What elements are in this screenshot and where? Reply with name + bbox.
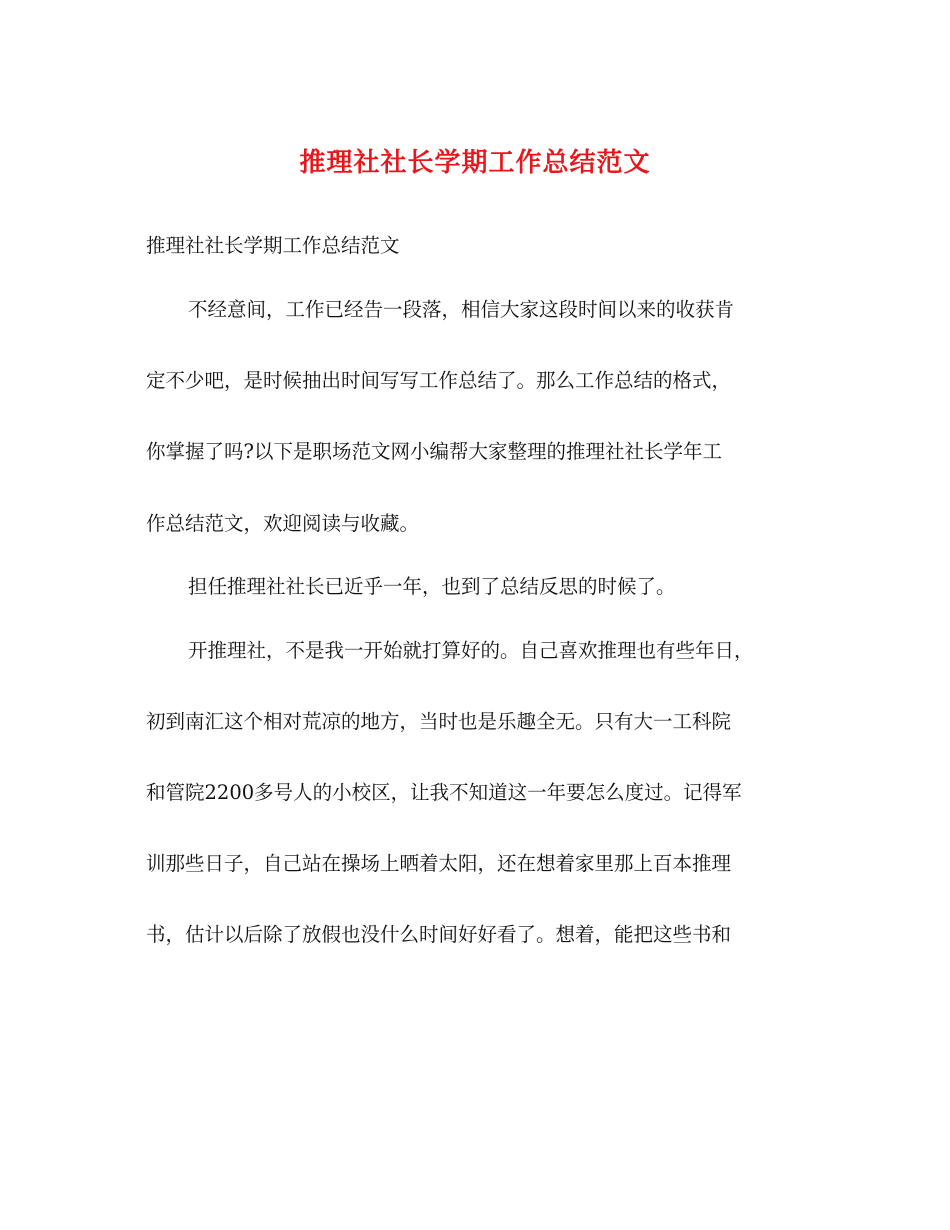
paragraph-line: 初到南汇这个相对荒凉的地方，当时也是乐趣全无。只有大一工科院 — [146, 710, 732, 733]
paragraph-line: 书，估计以后除了放假也没什么时间好好看了。想着，能把这些书和 — [146, 923, 732, 946]
document-title: 推理社社长学期工作总结范文 — [299, 148, 651, 178]
paragraph-line: 担任推理社社长已近乎一年，也到了总结反思的时候了。 — [188, 575, 676, 598]
paragraph-line: 训那些日子，自己站在操场上晒着太阳，还在想着家里那上百本推理 — [146, 852, 732, 875]
paragraph-line: 和管院2200多号人的小校区，让我不知道这一年要怎么度过。记得军 — [146, 781, 742, 804]
subtitle-line: 推理社社长学期工作总结范文 — [146, 234, 400, 257]
paragraph-line: 定不少吧，是时候抽出时间写写工作总结了。那么工作总结的格式， — [146, 369, 732, 392]
paragraph-line: 不经意间，工作已经告一段落，相信大家这段时间以来的收获肯 — [188, 298, 735, 321]
paragraph-line: 作总结范文，欢迎阅读与收藏。 — [146, 512, 420, 535]
paragraph-line: 你掌握了吗?以下是职场范文网小编帮大家整理的推理社社长学年工 — [146, 440, 722, 463]
paragraph-line: 开推理社，不是我一开始就打算好的。自己喜欢推理也有些年日， — [188, 639, 754, 662]
